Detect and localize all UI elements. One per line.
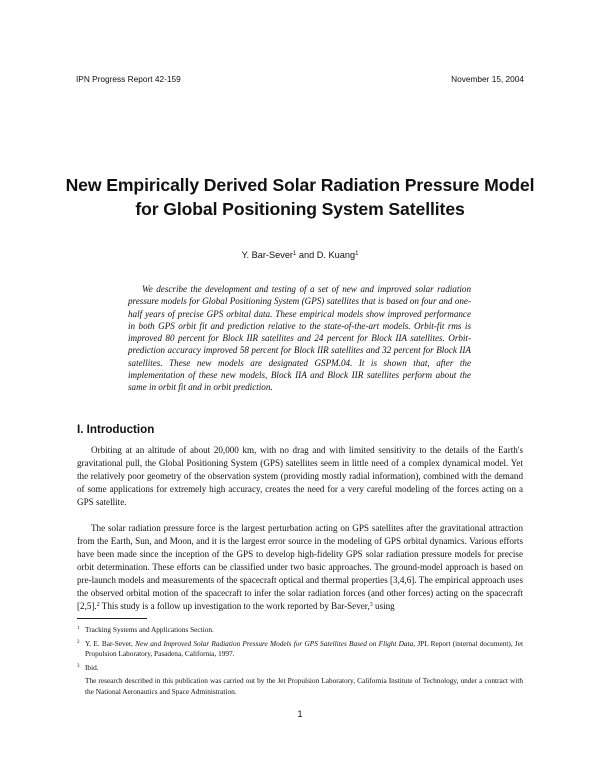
author-list xyxy=(60,250,540,260)
footnote: $^3$ Ibid. xyxy=(77,662,99,672)
affiliation-mark: 1 xyxy=(292,251,297,257)
body-paragraph: Orbiting at an altitude of about 20,000 km, with no drag and with limited sensitivity to the details of the Earth's gravitational pull, the Global Positioning System (GPS) satellites seem in little need of a complex dynamical model. Yet the relatively poor geometry of the observation system (providing mostly radial information), combined with the demand of some applications for extremely high accuracy, creates the need for a very careful modeling of the forces acting on a GPS satellite. xyxy=(77,445,523,507)
footnote: $^1$ Tracking Systems and Applications Section. xyxy=(77,625,214,634)
paragraph-text: The solar radiation pressure force is the largest perturbation acting on GPS satellites after the gravitational attraction from the Earth, Sun, and Moon, and it is the largest error source in the modeling of GPS orbital dynamics. Various efforts have been made since the inception of the GPS to develop high-fidelity GPS solar radiation pressure models for precise orbit determination. These efforts can be classified under two basic approaches. The ground-model approach is based on pre-launch models and measurements of the spacecraft optical and thermal properties [3,4,6]. The empirical approach uses the observed orbital motion of the spacecraft to infer the solar radiation forces (and other forces) acting on the spacecraft [2,5]. xyxy=(77,523,523,611)
abstract: We describe the development and testing of a set of new and improved solar radiation pressure models for Global Positioning System (GPS) satellites that is based on four and one-half years of precise GPS orbital data. These empirical models show improved performance in both GPS orbit fit and prediction relative to the state-of-the-art models. Orbit-fit rms is improved 80 percent for Block IIR satellites and 24 percent for Block IIA satellites. Orbit-prediction accuracy improved 58 percent for Block IIR satellites and 32 percent for Block IIA satellites. These new models are designated GSPM.04. It is shown that, after the implementation of these new models, Block IIA and Block IIR satellites perform about the same in orbit fit and in orbit prediction. xyxy=(128,284,471,393)
body-paragraph xyxy=(77,522,523,613)
running-header xyxy=(76,74,524,86)
paragraph-text: This study is a follow up investigation to the work reported by Bar-Sever, xyxy=(99,601,370,611)
footnote-ref[interactable]: 2 xyxy=(96,602,100,608)
footnote-text: , JPL Report (internal document), Jet Propulsion Laboratory, Pasadena, California, 1997. xyxy=(85,638,523,659)
footnotes xyxy=(77,625,523,698)
footnote-text: Tracking Systems and Applications Section. xyxy=(85,625,214,634)
paragraph-text: using xyxy=(372,601,395,611)
author-name: D. Kuang xyxy=(316,250,356,260)
report-number: IPN Progress Report 42-159 xyxy=(76,74,181,84)
footnote-ref[interactable]: 3 xyxy=(369,602,373,608)
report-date: November 15, 2004 xyxy=(451,74,524,84)
footnote: $^2$ Y. E. Bar-Sever, New and Improved Solar Radiation Pressure Models for GPS Satellites Based on Flight Data, JPL Report (internal document), Jet Propulsion Laboratory, Pasadena, California, 1997. xyxy=(77,638,523,659)
author-joiner: and xyxy=(296,250,317,260)
page-number: 1 xyxy=(297,709,303,719)
section-heading: I. Introduction xyxy=(77,423,155,436)
footnote-divider xyxy=(77,618,147,619)
affiliation-mark: 1 xyxy=(355,251,359,257)
footnote-text: Ibid. xyxy=(85,662,99,672)
paper-title: New Empirically Derived Solar Radiation Pressure Model for Global Positioning System Satellites xyxy=(65,175,535,219)
acknowledgment: The research described in this publication was carried out by the Jet Propulsion Laboratory, California Institute of Technology, under a contract with the National Aeronautics and Space Administration. xyxy=(85,676,523,696)
footnote-cited-title: New and Improved Solar Radiation Pressure Models for GPS Satellites Based on Flight Data xyxy=(135,638,414,648)
footnote-text: Y. E. Bar-Sever, xyxy=(85,638,136,648)
author-name: Y. Bar-Sever xyxy=(241,250,293,260)
